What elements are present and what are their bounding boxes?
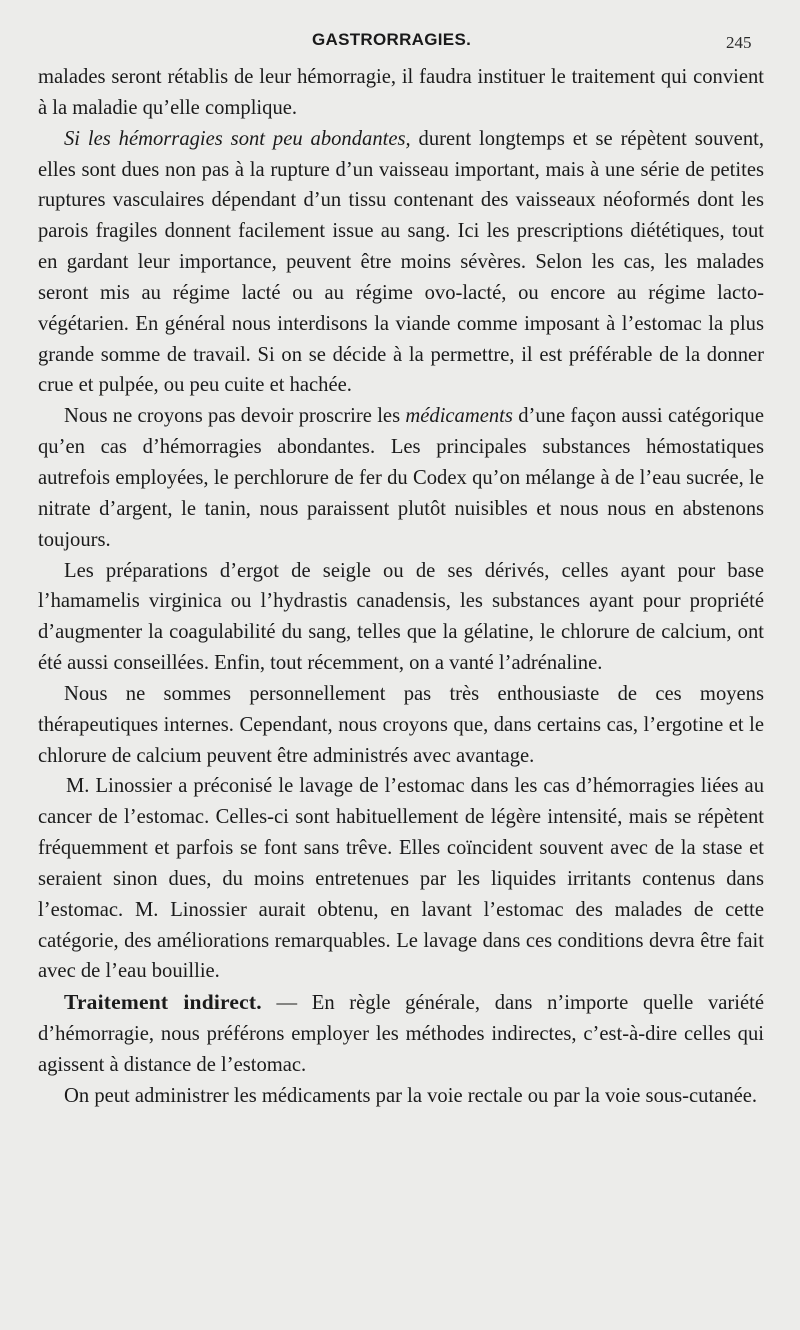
- paragraph-indirect-treatment: [38, 987, 764, 1081]
- paragraph-gastric-lavage: [38, 771, 764, 987]
- paragraph-administration-routes: [38, 1081, 764, 1112]
- paragraph-ergot-preparations: [38, 556, 764, 679]
- paragraph-2-text: durent longtemps et se répètent souvent, elles sont dues non pas à la rupture d’un vaisseau important, mais à une série de petites ruptures vasculaires dépendant d’un tissu contenant des vaisseaux néoformés dont les parois fragiles donnent facilement issue au sang. Ici les prescriptions diététiques, tout en gardant leur importance, peuvent être moins sévères. Selon les cas, les malades seront mis au régime lacté ou au régime ovo-lacté, ou encore au régime lacto-végétarien. En général nous interdisons la viande comme imposant à l’estomac la plus grande somme de travail. Si on se décide à la permettre, il est préférable de la donner crue et pulpée, ou peu cuite et hachée.: [38, 127, 764, 397]
- paragraph-8-text: On peut administrer les médicaments par la voie rectale ou par la voie sous-cutanée.: [64, 1084, 758, 1107]
- text-body: [38, 62, 764, 1112]
- paragraph-2-italic-lead: Si les hémorragies sont peu abondantes,: [64, 127, 411, 150]
- paragraph-4-text: Les préparations d’ergot de seigle ou de ses dérivés, celles ayant pour base l’hamamelis virginica ou l’hydrastis canadensis, les substances ayant pour propriété d’augmenter la coagulabilité du sang, telles que la gélatine, le chlorure de calcium, ont été aussi conseillées. Enfin, tout récemment, on a vanté l’adrénaline.: [38, 559, 764, 675]
- paragraph-medications: [38, 401, 764, 555]
- paragraph-3-after: d’une façon aussi catégorique qu’en cas d’hémorragies abondantes. Les principales substances hémostatiques autrefois employées, le perchlorure de fer du Codex qu’on mélange à de l’eau sucrée, le nitrate d’argent, le tanin, nous paraissent plutôt nuisibles et nous nous en abstenons toujours.: [38, 405, 764, 551]
- page-number: 245: [726, 33, 752, 52]
- paragraph-5-text: Nous ne sommes personnellement pas très enthousiaste de ces moyens thérapeutiques internes. Cependant, nous croyons que, dans certains cas, l’ergotine et le chlorure de calcium peuvent être administrés avec avantage.: [38, 682, 764, 767]
- paragraph-continuation: [38, 62, 764, 124]
- paragraph-6-text: M. Linossier a préconisé le lavage de l’estomac dans les cas d’hémorragies liées au cancer de l’estomac. Celles-ci sont habituellement de légère intensité, mais se répètent fréquemment et parfois se font sans trêve. Elles coïncident souvent avec de la stase et seraient sinon dues, du moins entretenues par les liquides irritants contenus dans l’estomac. M. Linossier aurait obtenu, en lavant l’estomac des malades de cette catégorie, des améliorations remarquables. Le lavage dans ces conditions devra être fait avec de l’eau bouillie.: [38, 775, 764, 983]
- paragraph-light-hemorrhages: [38, 124, 764, 402]
- paragraph-internal-means: [38, 679, 764, 772]
- paragraph-3-italic: médicaments: [405, 405, 513, 428]
- running-header-title: GASTRORRAGIES.: [312, 30, 472, 49]
- paragraph-3-before: Nous ne croyons pas devoir proscrire les: [64, 405, 406, 428]
- running-header: [0, 24, 800, 54]
- paragraph-1-text: malades seront rétablis de leur hémorragie, il faudra instituer le traitement qui convient à la maladie qu’elle complique.: [38, 66, 764, 119]
- section-heading-indirect: Traitement indirect.: [64, 990, 262, 1015]
- paragraph-7-text: — En règle générale, dans n’importe quelle variété d’hémorragie, nous préférons employer les méthodes indirectes, c’est-à-dire celles qui agissent à distance de l’estomac.: [38, 992, 765, 1076]
